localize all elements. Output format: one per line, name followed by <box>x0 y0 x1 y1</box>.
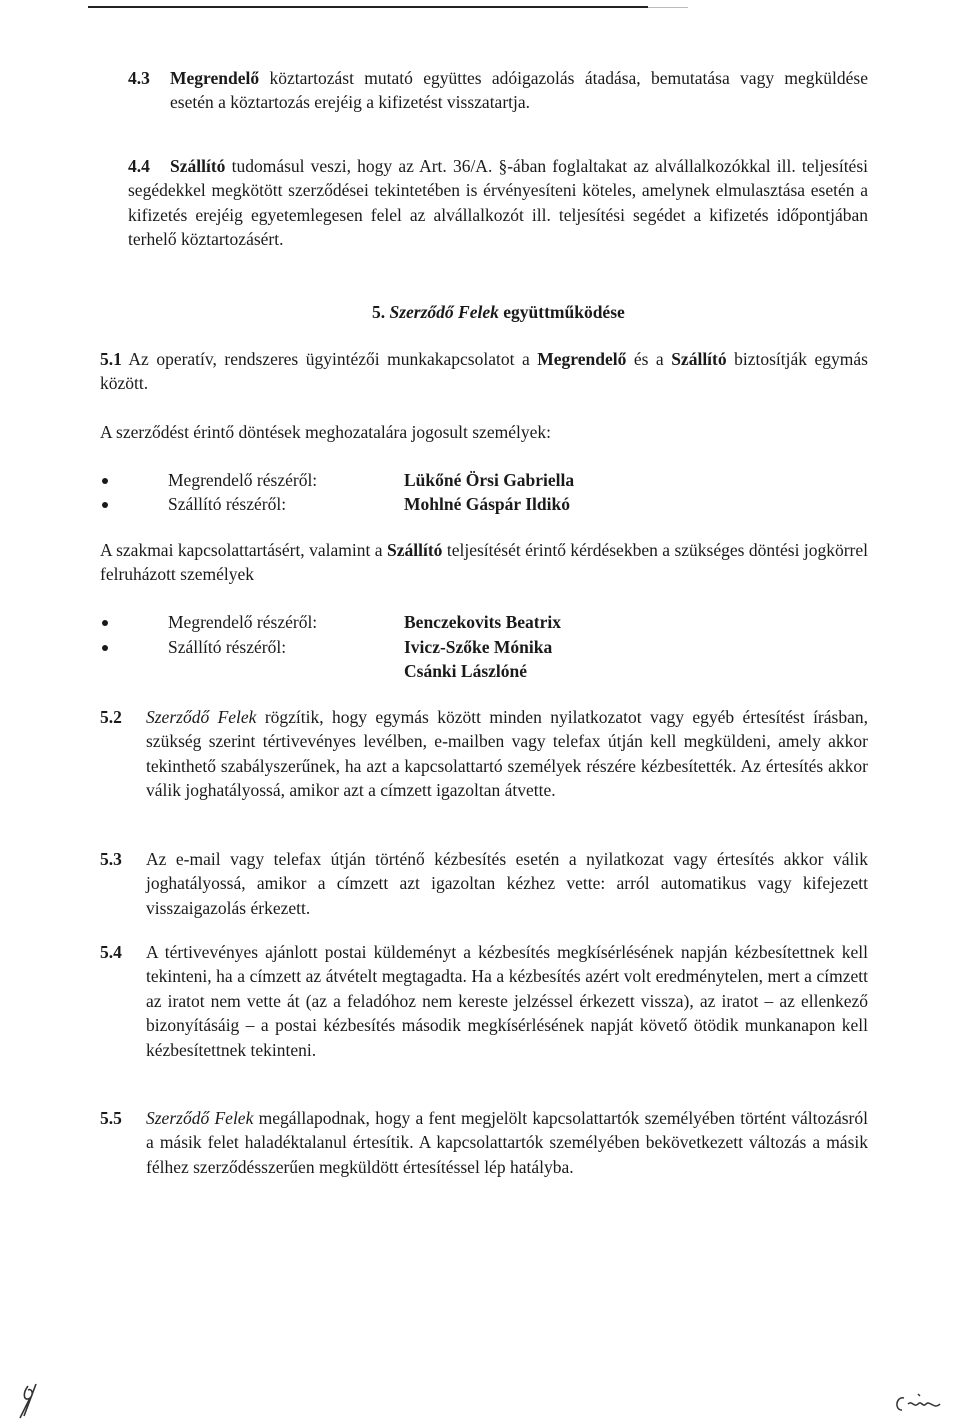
bullet-icon <box>102 478 108 484</box>
list-item <box>100 659 868 683</box>
left-initials-signature <box>10 1380 50 1420</box>
section-body: köztartozást mutató együttes adóigazolás átadása, bemutatása vagy megküldése esetén a köztartozás erejéig a kifizetést visszatartja. <box>170 68 868 113</box>
list-item <box>100 610 868 634</box>
list-item <box>100 492 868 516</box>
section-number: 4.3 <box>128 68 150 88</box>
section-body: Az operatív, rendszeres ügyintézői munkakapcsolatot a <box>121 349 538 369</box>
contact-intro <box>100 538 868 587</box>
section-5-5 <box>100 1106 868 1206</box>
parties-term: Szerződő Felek <box>146 1108 254 1128</box>
section-text <box>146 705 868 803</box>
section-number: 5.5 <box>100 1108 122 1128</box>
list-item <box>100 635 868 659</box>
section-body: teljesítését érintő kérdésekben a szükséges döntési jogkörrel felruházott személyek <box>100 540 869 585</box>
role-label: Szállító részéről: <box>168 494 287 514</box>
section-number: 5.3 <box>100 849 122 869</box>
person-name: Benczekovits Beatrix <box>404 612 561 632</box>
chapter-number: 5. <box>372 302 386 322</box>
section-body: Az e-mail vagy telefax útján történő kézbesítés esetén a nyilatkozat vagy értesítés akkor válik joghatályossá, amikor a címzett azt igazoltan kézhez vette: arról automatikus vagy kifejezett visszaigazolás érkezett. <box>146 849 868 918</box>
chapter-heading-italic: Szerződő Felek <box>389 302 499 322</box>
party-name: Szállító <box>386 540 443 560</box>
person-name: Lükőné Örsi Gabriella <box>404 470 575 490</box>
bullet-icon <box>102 645 108 651</box>
section-body: megállapodnak, hogy a fent megjelölt kapcsolattartók személyében történt változásról a másik felet haladéktalanul értesítik. A kapcsolattartók személyében bekövetkezett változás a másik félhez szerződésszerűen megküldött értesítéssel lép hatályba. <box>146 1108 868 1177</box>
section-5-1 <box>100 347 868 396</box>
decision-intro: A szerződést érintő döntések meghozatalára jogosult személyek: <box>100 422 551 442</box>
section-body: biztosítják egymás között. <box>100 349 868 394</box>
chapter-heading <box>372 300 625 324</box>
section-number: 5.1 <box>100 349 122 369</box>
role-label: Megrendelő részéről: <box>168 470 318 490</box>
person-name: Ivicz-Szőke Mónika <box>404 637 553 657</box>
chapter-heading-text: együttműködése <box>498 302 625 322</box>
right-initials-signature <box>890 1388 950 1418</box>
party-name: Megrendelő <box>537 349 627 369</box>
party-name: Megrendelő <box>170 68 260 88</box>
section-number: 5.2 <box>100 707 122 727</box>
section-5-3 <box>100 847 868 922</box>
party-name: Szállító <box>170 156 226 176</box>
section-text <box>146 1106 868 1179</box>
section-body: tudomásul veszi, hogy az Art. 36/A. §-ában foglaltakat az alvállalkozókkal ill. teljesítési segédekkel megkötött szerződései tekintetében is érvényesíteni köteles, amelynek elmulasztása esetén a kifizetés erejéig egyetemlegesen felel az alvállalkozót ill. teljesítési segédet a kifizetés időpontjában terhelő köztartozásért. <box>128 156 868 250</box>
parties-term: Szerződő Felek <box>146 707 257 727</box>
person-name: Mohlné Gáspár Ildikó <box>404 494 570 514</box>
header-rule <box>88 6 648 8</box>
section-5-2 <box>100 705 868 830</box>
role-label: Szállító részéről: <box>168 637 287 657</box>
section-text <box>170 66 868 115</box>
section-text <box>128 154 868 252</box>
section-body: és a <box>626 349 672 369</box>
bullet-icon <box>102 502 108 508</box>
section-5-4 <box>100 940 868 1090</box>
section-number: 4.4 <box>128 156 150 176</box>
section-number: 5.4 <box>100 942 122 962</box>
bullet-icon <box>102 620 108 626</box>
section-body: A tértivevényes ajánlott postai küldeményt a kézbesítés megkísérlésének napján kézbesítettnek kell tekinteni, ha a címzett az átvételt megtagadta. Ha a kézbesítés azért volt eredménytelen, mert a címzett az iratot nem vette át (az a feladóhoz nem kereste jelzéssel érkezett vissza), az iratot – az ellenkező bizonyításáig – a postai kézbesítés második megkísérlésének napját követő ötödik munkanapon kell kézbesítettnek tekinteni. <box>146 942 868 1060</box>
section-body: rögzítik, hogy egymás között minden nyilatkozatot vagy egyéb értesítést írásban, szükség szerint tértivevényes levélben, e-mailben vagy telefax útján kell megküldeni, amely akkor tekinthető szabályszerűnek, ha azt a kapcsolattartó személyek részére kézbesítették. Az értesítés akkor válik joghatályossá, amikor azt a címzett igazoltan átvette. <box>146 707 868 801</box>
header-rule-faint <box>648 7 688 8</box>
section-body: A szakmai kapcsolattartásért, valamint a <box>100 540 387 560</box>
person-name: Csánki Lászlóné <box>404 661 528 681</box>
list-item <box>100 468 868 492</box>
party-name: Szállító <box>671 349 727 369</box>
role-label: Megrendelő részéről: <box>168 612 318 632</box>
